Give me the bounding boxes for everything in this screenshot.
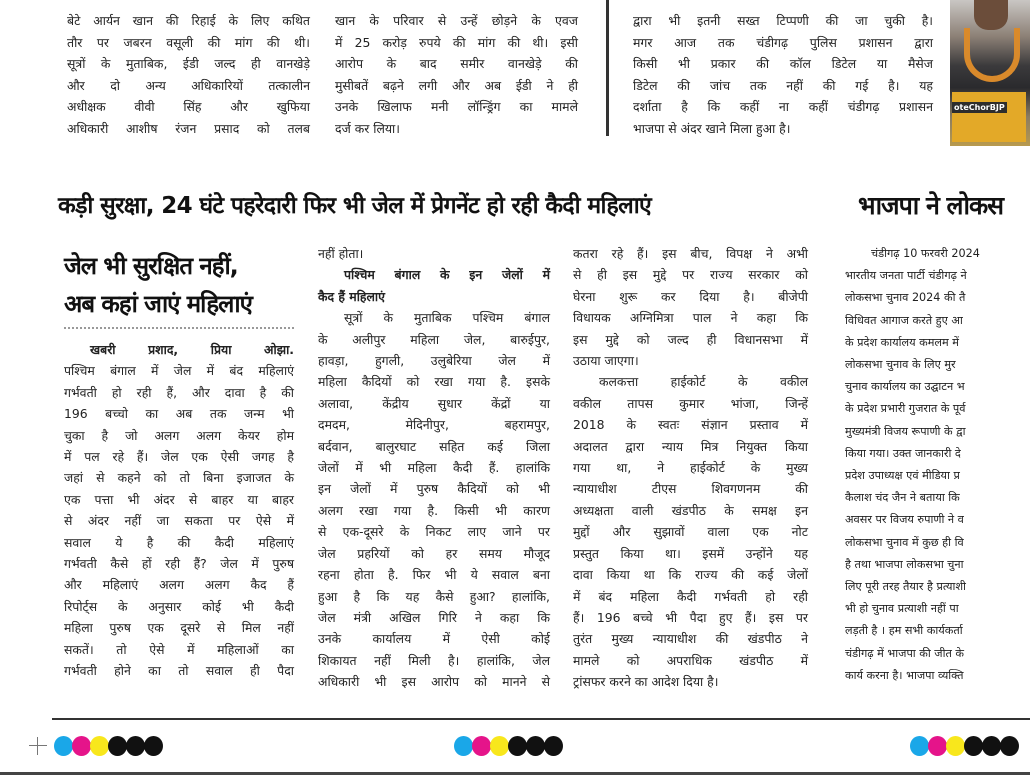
text-line: वकील तापस कुमार भांजा, जिन्हें [573, 395, 808, 411]
text-line: अदालत द्वारा न्याय मित्र नियुक्त किया [573, 438, 808, 454]
registration-dot [526, 736, 545, 756]
text-line: चुका है जो अलग अलग केयर होम [64, 427, 294, 443]
main-col3-text [573, 243, 808, 693]
text-line: के प्रदेश कार्यालय कमलम में [845, 335, 959, 349]
text-line: गया था, ने हाईकोर्ट के मुख्य [573, 460, 808, 476]
top-article-col-2 [335, 0, 578, 139]
color-registration-bar-center [454, 731, 562, 761]
registration-dot [472, 736, 491, 756]
text-line: मगर आज तक चंडीगढ़ पुलिस प्रशासन द्वारा [633, 34, 933, 50]
text-line: दमदम, मेदिनीपुर, बहरामपुर, [318, 417, 550, 433]
registration-dot [982, 736, 1001, 756]
registration-dot [964, 736, 983, 756]
text-line: प्रस्तुत किया था। इसमें उन्होंने यह [573, 545, 808, 561]
registration-dot [910, 736, 929, 756]
cut-off-line [335, 0, 578, 10]
text-line: सूत्रों के मुताबिक पश्चिम बंगाल [344, 310, 550, 326]
text-line: सकतें। तो ऐसे में महिलाओं का [64, 641, 294, 657]
text-line: डिटेल की जांच तक नहीं की गई है। यह [633, 77, 933, 93]
text-line: अलग रखा गया है. किसी भी कारण [318, 502, 550, 518]
text-line: और दो अन्य अधिकारियों तत्कालीन [67, 77, 310, 93]
text-line: चंडीगढ़ 10 फरवरी 2024 [871, 247, 980, 260]
text-line: एक पत्ता भी अंदर से बाहर या बाहर [64, 491, 294, 507]
color-registration-bar-left [54, 731, 162, 761]
registration-dot [54, 736, 73, 756]
text-line: अधिकारी भी इस आरोप को मानने से [318, 674, 550, 690]
text-line: आरोप के बाद समीर वानखेड़े की [335, 56, 578, 71]
text-line: शिकायत नहीं मिली है। हालांकि, जेल [318, 652, 550, 668]
text-line: सवाल ये है की कैदी महिलाएं [64, 534, 294, 550]
text-line: पश्चिम बंगाल में जेल में बंद महिलाएं [64, 363, 294, 379]
registration-dot [946, 736, 965, 756]
text-line: किया गया। उक्त जानकारी दे [845, 446, 961, 460]
registration-dot [108, 736, 127, 756]
subheadline-line-2: अब कहां जाएं महिलाएं [64, 290, 252, 318]
text-line: हावड़ा, हुगली, उलुबेरिया जेल में [318, 353, 550, 369]
text-line: जेलों में भी महिला कैदी हैं. हालांकि [318, 460, 550, 476]
top-col2-text [335, 10, 578, 139]
text-line: उनके कार्यालय में ऐसी कोई [318, 631, 550, 647]
text-line: उठाया जाएगा। [573, 353, 639, 369]
text-line: बर्दवान, बालुरघाट सहित कई जिला [318, 438, 550, 454]
main-col1-text [64, 360, 294, 681]
text-line: गर्भवती होने का तो सवाल ही पैदा [64, 663, 294, 679]
bottom-rule [52, 718, 1030, 720]
text-line: चुनाव कार्यालय का उद्घाटन भ [845, 380, 965, 394]
cut-off-line [633, 0, 933, 10]
crosshead-line-2: कैद हैं महिलाएं [318, 288, 385, 304]
text-line: इस मुद्दे को जल्द ही विधानसभा में [573, 331, 808, 347]
registration-dot [490, 736, 509, 756]
text-line: महिला पुरुष एक दूसरे से मिल नहीं [64, 620, 294, 636]
text-line: न्यायाधीश टीएस शिवगणनम की [573, 481, 808, 497]
text-line: लिए पूरी तरह तैयार है प्रत्याशी [845, 580, 966, 594]
text-line: उनके खिलाफ मनी लॉन्ड्रिंग का मामले [335, 99, 578, 114]
main-headline: कड़ी सुरक्षा, 24 घंटे पहरेदारी फिर भी जेल में प्रेगनेंट हो रही कैदी महिलाएं [58, 193, 652, 219]
main-col2-text [318, 307, 550, 692]
side-headline: भाजपा ने लोकस [858, 191, 1004, 220]
registration-dot [90, 736, 109, 756]
text-line: मामले को अपराधिक खंडपीठ में [573, 652, 808, 668]
text-line: मुद्दों और सुझावों वाला एक नोट [573, 524, 808, 540]
subheadline-line-1: जेल भी सुरक्षित नहीं, [64, 252, 238, 280]
side-article-body [845, 243, 1027, 687]
text-line: मुसीबतें बढ़ने लगी और अब ईडी ने ही [335, 77, 578, 93]
text-line: से अंदर नहीं जा सकता पर ऐसे में [64, 513, 294, 529]
registration-dot [508, 736, 527, 756]
text-line: के प्रदेश प्रभारी गुजरात के पूर्व [845, 402, 966, 416]
text-line: भाजपा से अंदर खाने मिला हुआ है। [633, 120, 791, 136]
text-line: जहां से कहने को तो बिना इजाजत के [64, 470, 294, 486]
top-article-col-3 [633, 0, 933, 139]
text-line: में बंद महिला कैदी गर्भवती हो रही [573, 588, 808, 604]
registration-dot [928, 736, 947, 756]
text-line: के अलीपुर महिला जेल, बारुईपुर, [318, 331, 550, 347]
color-registration-bar-right [910, 731, 1018, 761]
registration-dot [72, 736, 91, 756]
text-line: किसी भी प्रकार की कॉल डिटेल या मैसेज [633, 56, 933, 71]
text-line: खान के परिवार से उन्हें छोड़ने के एवज [335, 13, 578, 28]
col2-first-line: नहीं होता। [318, 246, 364, 261]
text-line: चंडीगढ़ में भाजपा की जीत के [845, 646, 965, 660]
text-line: जेल मंत्री अखिल गिरि ने कहा कि [318, 609, 550, 625]
text-line: मुख्यमंत्री विजय रूपाणी के द्वा [845, 424, 966, 438]
registration-dot [1000, 736, 1019, 756]
text-line: अवसर पर विजय रुपाणी ने व [845, 513, 964, 527]
text-line: भी हो चुनाव प्रत्याशी नहीं पा [845, 602, 959, 616]
text-line: बेटे आर्यन खान की रिहाई के लिए कथित [67, 13, 310, 28]
text-line: तुरंत मुख्य न्यायाधीश की खंडपीठ ने [573, 631, 808, 647]
main-article-col-1 [64, 339, 294, 682]
registration-dot [126, 736, 145, 756]
placard-text: oteChorBJP [954, 103, 1005, 112]
top-col3-text [633, 10, 933, 139]
text-line: प्रदेश उपाध्यक्ष एवं मीडिया प्र [845, 469, 960, 483]
text-line: हैं। 196 बच्चे भी पैदा हुए हैं। इस पर [573, 609, 808, 625]
text-line: अध्यक्षता वाली खंडपीठ के समक्ष इन [573, 502, 808, 518]
text-line: लोकसभा चुनाव में कुछ ही वि [845, 535, 964, 549]
politician-photo [950, 0, 1030, 146]
text-line: कतरा रहे हैं। इस बीच, विपक्ष ने अभी [573, 246, 808, 261]
main-article-col-2 [318, 243, 550, 693]
text-line: अलावा, केंद्रीय सुधार केंद्रों या [318, 395, 550, 411]
text-line: 2018 के स्वतः संज्ञान प्रस्ताव में [573, 417, 808, 433]
text-line: 196 बच्चो का अब तक जन्म भी [64, 406, 294, 422]
text-line: रिपोर्ट्स के अनुसार कोई भी कैदी [64, 598, 294, 614]
text-line: कलकत्ता हाईकोर्ट के वकील [599, 374, 808, 390]
text-line: जेल प्रहरियों को हर समय मौजूद [318, 545, 550, 561]
text-line: ट्रांसफर करने का आदेश दिया है। [573, 674, 719, 690]
top-col1-text [67, 10, 310, 139]
text-line: सूत्रों के मुताबिक, ईडी जल्द ही वानखेड़े [67, 56, 310, 71]
text-line: में पल रहे हैं। जेल एक ऐसी जगह है [64, 449, 294, 465]
registration-dot [454, 736, 473, 756]
crosshead-line-1: पश्चिम बंगाल के इन जेलों में [344, 267, 550, 283]
text-line: हुआ है कि यह कैसे हुआ? हालांकि, [318, 588, 550, 604]
registration-dot [144, 736, 163, 756]
photo-placard [952, 92, 1026, 142]
registration-crosshair-icon [29, 737, 47, 755]
text-line: तौर पर जबरन वसूली की मांग की थी। [67, 34, 310, 50]
top-article-col-1 [67, 0, 310, 139]
text-line: है तथा भाजपा लोकसभा चुना [845, 557, 964, 571]
text-line: विधिवत आगाज करते हुए आ [845, 313, 963, 327]
text-line: घेरना शुरू कर दिया है। बीजेपी [573, 288, 808, 304]
dotted-divider [64, 327, 294, 329]
text-line: दावा किया था कि राज्य की कई जेलों [573, 567, 808, 583]
text-line: कैलाश चंद जैन ने बताया कि [845, 491, 960, 505]
text-line: गर्भवती कैसे हों रही हैं? जेल में पुरुष [64, 556, 294, 572]
text-line: में 25 करोड़ रुपये की मांग की थी। इसी [335, 34, 578, 50]
column-divider [606, 0, 609, 136]
text-line: गर्भवती हो रही हैं, और दावा है की [64, 384, 294, 400]
text-line: लोकसभा चुनाव 2024 की तै [845, 291, 966, 305]
text-line: रहना होता है. फिर भी ये सवाल बना [318, 567, 550, 583]
byline: खबरी प्रशाद, प्रिया ओझा. [90, 342, 294, 357]
text-line: लोकसभा चुनाव के लिए मुर [845, 358, 956, 372]
photo-garland [964, 28, 1020, 82]
cut-off-line [67, 0, 310, 10]
text-line: से एक-दूसरे के निकट लाए जाने पर [318, 524, 550, 540]
text-line: और महिलाएं अलग अलग कैद हैं [64, 577, 294, 593]
text-line: भारतीय जनता पार्टी चंडीगढ़ ने [845, 269, 967, 283]
text-line: दर्ज कर लिया। [335, 120, 400, 136]
registration-dot [544, 736, 563, 756]
main-article-col-3 [573, 243, 808, 693]
text-line: द्वारा भी इतनी सख्त टिप्पणी की जा चुकी है। [633, 13, 933, 28]
text-line: इन जेलों में पुरुष कैदियों को भी [318, 481, 550, 497]
side-article-text [845, 243, 1027, 687]
text-line: अधिकारी आशीष रंजन प्रसाद को तलब [67, 120, 310, 136]
text-line: दर्शाता है कि कहीं ना कहीं चंडीगढ़ प्रशासन [633, 99, 933, 114]
text-line: विधायक अग्निमित्रा पाल ने कहा कि [573, 310, 808, 326]
text-line: महिला कैदियों को रखा गया है. इसके [318, 374, 550, 390]
subheadline [64, 247, 304, 323]
text-line: कार्य करना है। भाजपा व्यक्ति [845, 668, 964, 682]
text-line: से ही इस मुद्दे पर राज्य सरकार को [573, 267, 808, 283]
text-line: अधीक्षक वीवी सिंह और खुफिया [67, 99, 310, 114]
text-line: लड़ती है । हम सभी कार्यकर्ता [845, 624, 963, 638]
photo-face [974, 0, 1008, 30]
